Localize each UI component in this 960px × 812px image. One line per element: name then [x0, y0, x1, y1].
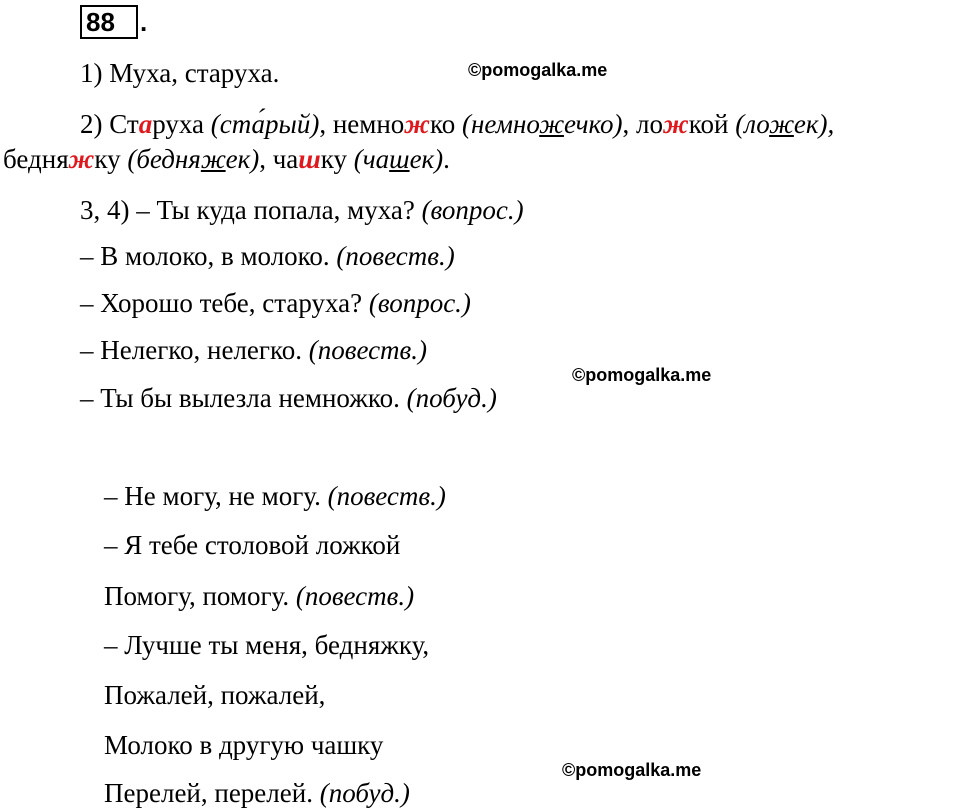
line-text: – Ты бы вылезла немножко. — [80, 383, 407, 413]
dialogue-line — [80, 382, 497, 414]
note: (ло — [735, 109, 770, 139]
poem-line — [104, 679, 325, 711]
note: ек) — [409, 144, 444, 174]
part1-line: 1) Муха, старуха. — [80, 58, 280, 88]
sentence-type-note: (вопрос.) — [368, 288, 471, 318]
note: ек), — [793, 109, 835, 139]
sentence-type-note: (побуд.) — [406, 383, 497, 413]
highlight-letter: ж — [663, 109, 689, 139]
poem-line — [104, 729, 383, 761]
poem-line — [104, 529, 400, 561]
part2-line-2 — [3, 143, 450, 175]
poem-line — [104, 580, 414, 612]
poem-line — [104, 777, 410, 809]
watermark: ©pomogalka.me — [572, 365, 712, 385]
dialogue-line — [80, 240, 455, 272]
text-run: бедня — [3, 144, 69, 174]
note: ечко) — [563, 109, 623, 139]
highlight-letter: а — [138, 109, 153, 139]
sentence-type-note: (повеств.) — [336, 241, 455, 271]
line-text: 3, 4) – Ты куда попала, муха? — [80, 195, 422, 225]
line-text: Пожалей, пожалей, — [104, 680, 326, 710]
line-text: – Я тебе столовой ложкой — [104, 530, 401, 560]
text-run: ку — [94, 144, 128, 174]
text-run: кой — [688, 109, 736, 139]
text-run: , ло — [622, 109, 664, 139]
sentence-type-note: (повеств.) — [308, 335, 428, 365]
underlined-letter: ш — [389, 144, 410, 174]
poem-line — [104, 629, 429, 661]
note: (ста́рый) — [210, 109, 320, 139]
note: ек) — [225, 144, 260, 174]
note: (немно — [462, 109, 540, 139]
line-text: – Нелегко, нелегко. — [80, 335, 309, 365]
text-run: ко — [430, 109, 463, 139]
text-run: ку — [320, 144, 354, 174]
line-text: – Лучше ты меня, бедняжку, — [104, 630, 430, 660]
dialogue-line — [80, 287, 471, 319]
sentence-type-note: (побуд.) — [319, 778, 410, 808]
text-run: , немно — [319, 109, 405, 139]
text-run: . — [443, 144, 450, 174]
watermark: ©pomogalka.me — [562, 760, 702, 780]
note: (ча — [353, 144, 390, 174]
line-text: Помогу, помогу. — [104, 581, 296, 611]
sentence-type-note: (повеств.) — [295, 581, 415, 611]
part2-line-1 — [80, 108, 834, 140]
sentence-type-note: (повеств.) — [327, 481, 446, 511]
highlight-letter: ж — [68, 144, 95, 174]
highlight-letter: ж — [404, 109, 431, 139]
line-text: – Хорошо тебе, старуха? — [80, 288, 369, 318]
line-text: Перелей, перелей. — [104, 778, 320, 808]
dialogue-line — [80, 334, 427, 366]
note: (бедня — [127, 144, 201, 174]
text-run: , ча — [259, 144, 299, 174]
watermark: ©pomogalka.me — [468, 60, 608, 80]
exercise-number: 88 — [80, 5, 138, 39]
dialogue-line — [80, 194, 524, 226]
line-text: – В молоко, в молоко. — [80, 241, 337, 271]
text-run: 2) Ст — [80, 109, 139, 139]
underlined-letter: ж — [769, 109, 794, 139]
line-text: Молоко в другую чашку — [104, 730, 384, 760]
sentence-type-note: (вопрос.) — [421, 195, 524, 225]
underlined-letter: ж — [200, 144, 226, 174]
line-text: – Не могу, не могу. — [104, 481, 328, 511]
underlined-letter: ж — [539, 109, 564, 139]
poem-line — [104, 480, 446, 512]
text-run: руха — [152, 109, 211, 139]
highlight-letter: ш — [298, 144, 321, 174]
exercise-number-dot: . — [140, 7, 148, 37]
